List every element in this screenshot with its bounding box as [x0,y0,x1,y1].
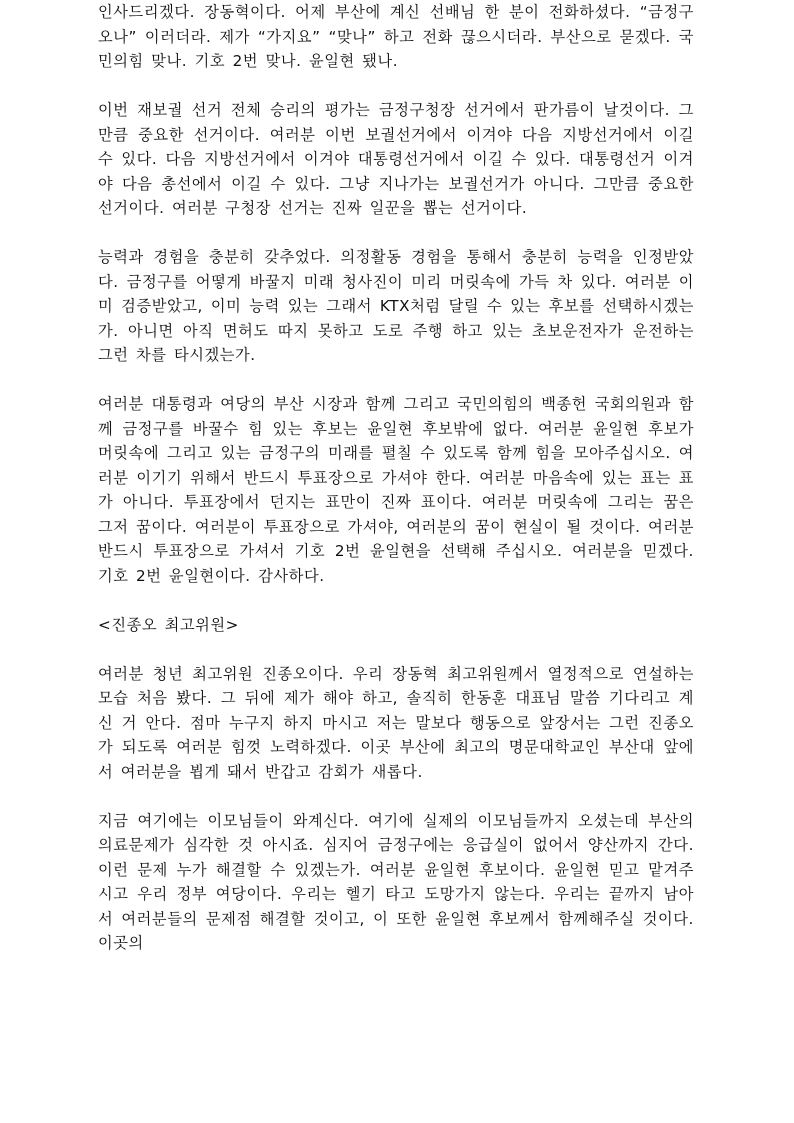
paragraph-medical-issue: 지금 여기에는 이모님들이 와계신다. 여기에 실제의 이모님들까지 오셨는데 부산의 의료문제가 심각한 것 아시죠. 심지어 금정구에는 응급실이 없어서 양산까지 간다. 이런 문제 누가 해결할 수 있겠는가. 여러분 윤일현 후보이다. 윤일현 믿고 맡겨주시고 우리 정부 여당이다. 우리는 헬기 타고 도망가지 않는다. 우리는 끝까지 남아서 여러분들의 문제점 해결할 것이고, 이 또한 윤일현 후보께서 함께해주실 것이다. 이곳의 [98,811,694,952]
paragraph-vote-appeal: 여러분 대통령과 여당의 부산 시장과 함께 그리고 국민의힘의 백종헌 국회의원과 함께 금정구를 바꿀수 힘 있는 후보는 윤일현 후보밖에 없다. 여러분 윤일현 후보가 머릿속에 그리고 있는 금정구의 미래를 펼칠 수 있도록 함께 힘을 모아주십시오. 여러분 이기기 위해서 반드시 투표장으로 가셔야 한다. 여러분 마음속에 있는 표는 표가 아니다. 투표장에서 던지는 표만이 진짜 표이다. 여러분 머릿속에 그리는 꿈은 그저 꿈이다. 여러분이 투표장으로 가셔야, 여러분의 꿈이 현실이 될 것이다. 여러분 반드시 투표장으로 가셔서 기호 2번 윤일현을 선택해 주십시오. 여러분을 믿겠다. 기호 2번 윤일현이다. 감사하다. [98,395,694,585]
paragraph-candidate-ability: 능력과 경험을 충분히 갖추었다. 의정활동 경험을 통해서 충분히 능력을 인정받았다. 금정구를 어떻게 바꿀지 미래 청사진이 미리 머릿속에 가득 차 있다. 여러분 이미 검증받았고, 이미 능력 있는 그래서 KTX처럼 달릴 수 있는 후보를 선택하시겠는가. 아니면 아직 면허도 따지 못하고 도로 주행 하고 있는 초보운전자가 운전하는 그런 차를 타시겠는가. [98,248,694,364]
document-body [98,0,694,980]
paragraph-jin-intro: 여러분 청년 최고위원 진종오이다. 우리 장동혁 최고위원께서 열정적으로 연설하는 모습 처음 봤다. 그 뒤에 제가 해야 하고, 솔직히 한동훈 대표님 말씀 기다리고 계신 거 안다. 점마 누구지 하지 마시고 저는 말보다 행동으로 앞장서는 그런 진종오가 되도록 여러분 힘껏 노력하겠다. 이곳 부산에 최고의 명문대학교인 부산대 앞에서 여러분을 뵙게 돼서 반갑고 감회가 새롭다. [98,664,694,781]
section-heading-speaker: <진종오 최고위원> [98,615,239,634]
paragraph-greeting: 인사드리겠다. 장동혁이다. 어제 부산에 계신 선배님 한 분이 전화하셨다. “금정구 오나” 이러더라. 제가 “가지요” “맞나” 하고 전화 끊으시더라. 부산으로 묻겠다. 국민의힘 맞나. 기호 2번 맞나. 윤일현 됐나. [98,3,694,70]
paragraph-election-importance: 이번 재보궐 선거 전체 승리의 평가는 금정구청장 선거에서 판가름이 날것이다. 그만큼 중요한 선거이다. 여러분 이번 보궐선거에서 이겨야 다음 지방선거에서 이길 수 있다. 다음 지방선거에서 이겨야 대통령선거에서 이길 수 있다. 대통령선거 이겨야 다음 총선에서 이길 수 있다. 그냥 지나가는 보궐선거가 아니다. 그만큼 중요한 선거이다. 여러분 구청장 선거는 진짜 일꾼을 뽑는 선거이다. [98,101,694,217]
